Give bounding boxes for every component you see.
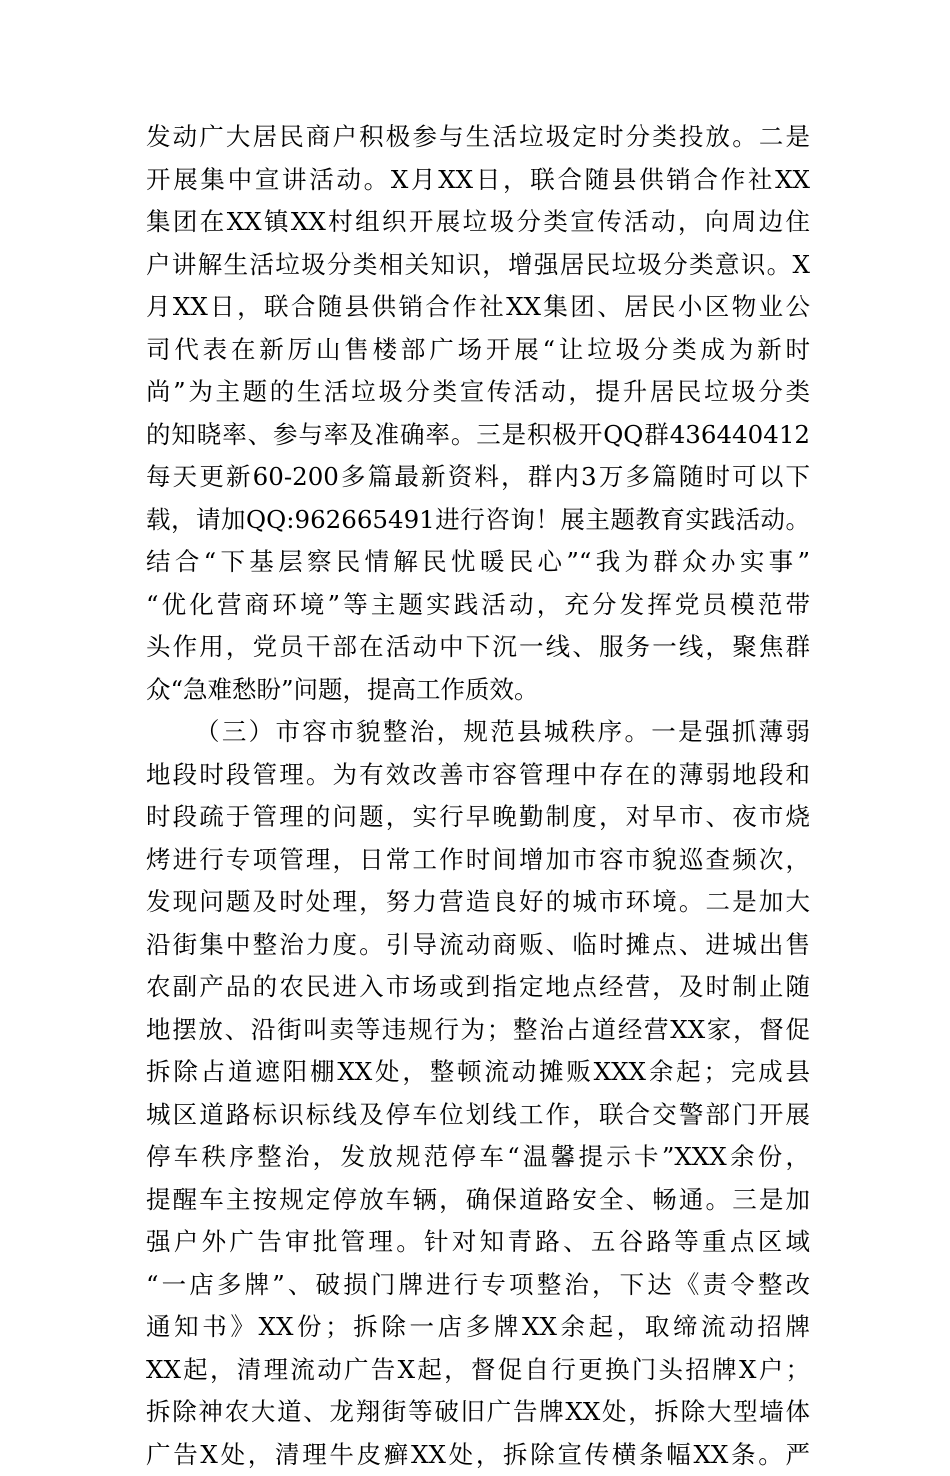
text-line: 通知书》XX份；拆除一店多牌XX余起，取缔流动招牌 <box>146 1306 810 1349</box>
text-line: “一店多牌”、破损门牌进行专项整治，下达《责令整改 <box>146 1264 810 1307</box>
text-line: 强户外广告审批管理。针对知青路、五谷路等重点区域 <box>146 1221 810 1264</box>
text-line: 提醒车主按规定停放车辆，确保道路安全、畅通。三是加 <box>146 1179 810 1222</box>
text-line: 头作用，党员干部在活动中下沉一线、服务一线，聚焦群 <box>146 626 810 669</box>
text-line: 地段时段管理。为有效改善市容管理中存在的薄弱地段和 <box>146 754 810 797</box>
document-body <box>146 116 810 1476</box>
text-line: 载，请加QQ:962665491进行咨询！展主题教育实践活动。 <box>146 499 810 542</box>
text-line: 月XX日，联合随县供销合作社XX集团、居民小区物业公 <box>146 286 810 329</box>
paragraph-end-line: 众“急难愁盼”问题，提高工作质效。 <box>146 669 810 712</box>
text-line: 拆除神农大道、龙翔街等破旧广告牌XX处，拆除大型墙体 <box>146 1391 810 1434</box>
text-line: 农副产品的农民进入市场或到指定地点经营，及时制止随 <box>146 966 810 1009</box>
section-heading-line: （三）市容市貌整治，规范县城秩序。一是强抓薄弱 <box>146 711 810 754</box>
text-line: 的知晓率、参与率及准确率。三是积极开QQ群436440412 <box>146 414 810 457</box>
text-line: 户讲解生活垃圾分类相关知识，增强居民垃圾分类意识。X <box>146 244 810 287</box>
text-line: 集团在XX镇XX村组织开展垃圾分类宣传活动，向周边住 <box>146 201 810 244</box>
text-line: 每天更新60-200多篇最新资料，群内3万多篇随时可以下 <box>146 456 810 499</box>
text-line: 烤进行专项管理，日常工作时间增加市容市貌巡查频次， <box>146 839 810 882</box>
text-line: XX起，清理流动广告X起，督促自行更换门头招牌X户； <box>146 1349 810 1392</box>
text-line: 地摆放、沿街叫卖等违规行为；整治占道经营XX家，督促 <box>146 1009 810 1052</box>
text-line: 发现问题及时处理，努力营造良好的城市环境。二是加大 <box>146 881 810 924</box>
text-line: 结合“下基层察民情解民忧暖民心”“我为群众办实事” <box>146 541 810 584</box>
text-line: “优化营商环境”等主题实践活动，充分发挥党员模范带 <box>146 584 810 627</box>
text-line: 司代表在新厉山售楼部广场开展“让垃圾分类成为新时 <box>146 329 810 372</box>
text-line: 城区道路标识标线及停车位划线工作，联合交警部门开展 <box>146 1094 810 1137</box>
text-line: 停车秩序整治，发放规范停车“温馨提示卡”XXX余份， <box>146 1136 810 1179</box>
text-line: 拆除占道遮阳棚XX处，整顿流动摊贩XXX余起；完成县 <box>146 1051 810 1094</box>
text-line: 开展集中宣讲活动。X月XX日，联合随县供销合作社XX <box>146 159 810 202</box>
text-line: 时段疏于管理的问题，实行早晚勤制度，对早市、夜市烧 <box>146 796 810 839</box>
text-line: 尚”为主题的生活垃圾分类宣传活动，提升居民垃圾分类 <box>146 371 810 414</box>
text-line: 沿街集中整治力度。引导流动商贩、临时摊点、进城出售 <box>146 924 810 967</box>
text-line: 广告X处，清理牛皮癣XX处，拆除宣传横条幅XX条。严 <box>146 1434 810 1476</box>
text-line: 发动广大居民商户积极参与生活垃圾定时分类投放。二是 <box>146 116 810 159</box>
